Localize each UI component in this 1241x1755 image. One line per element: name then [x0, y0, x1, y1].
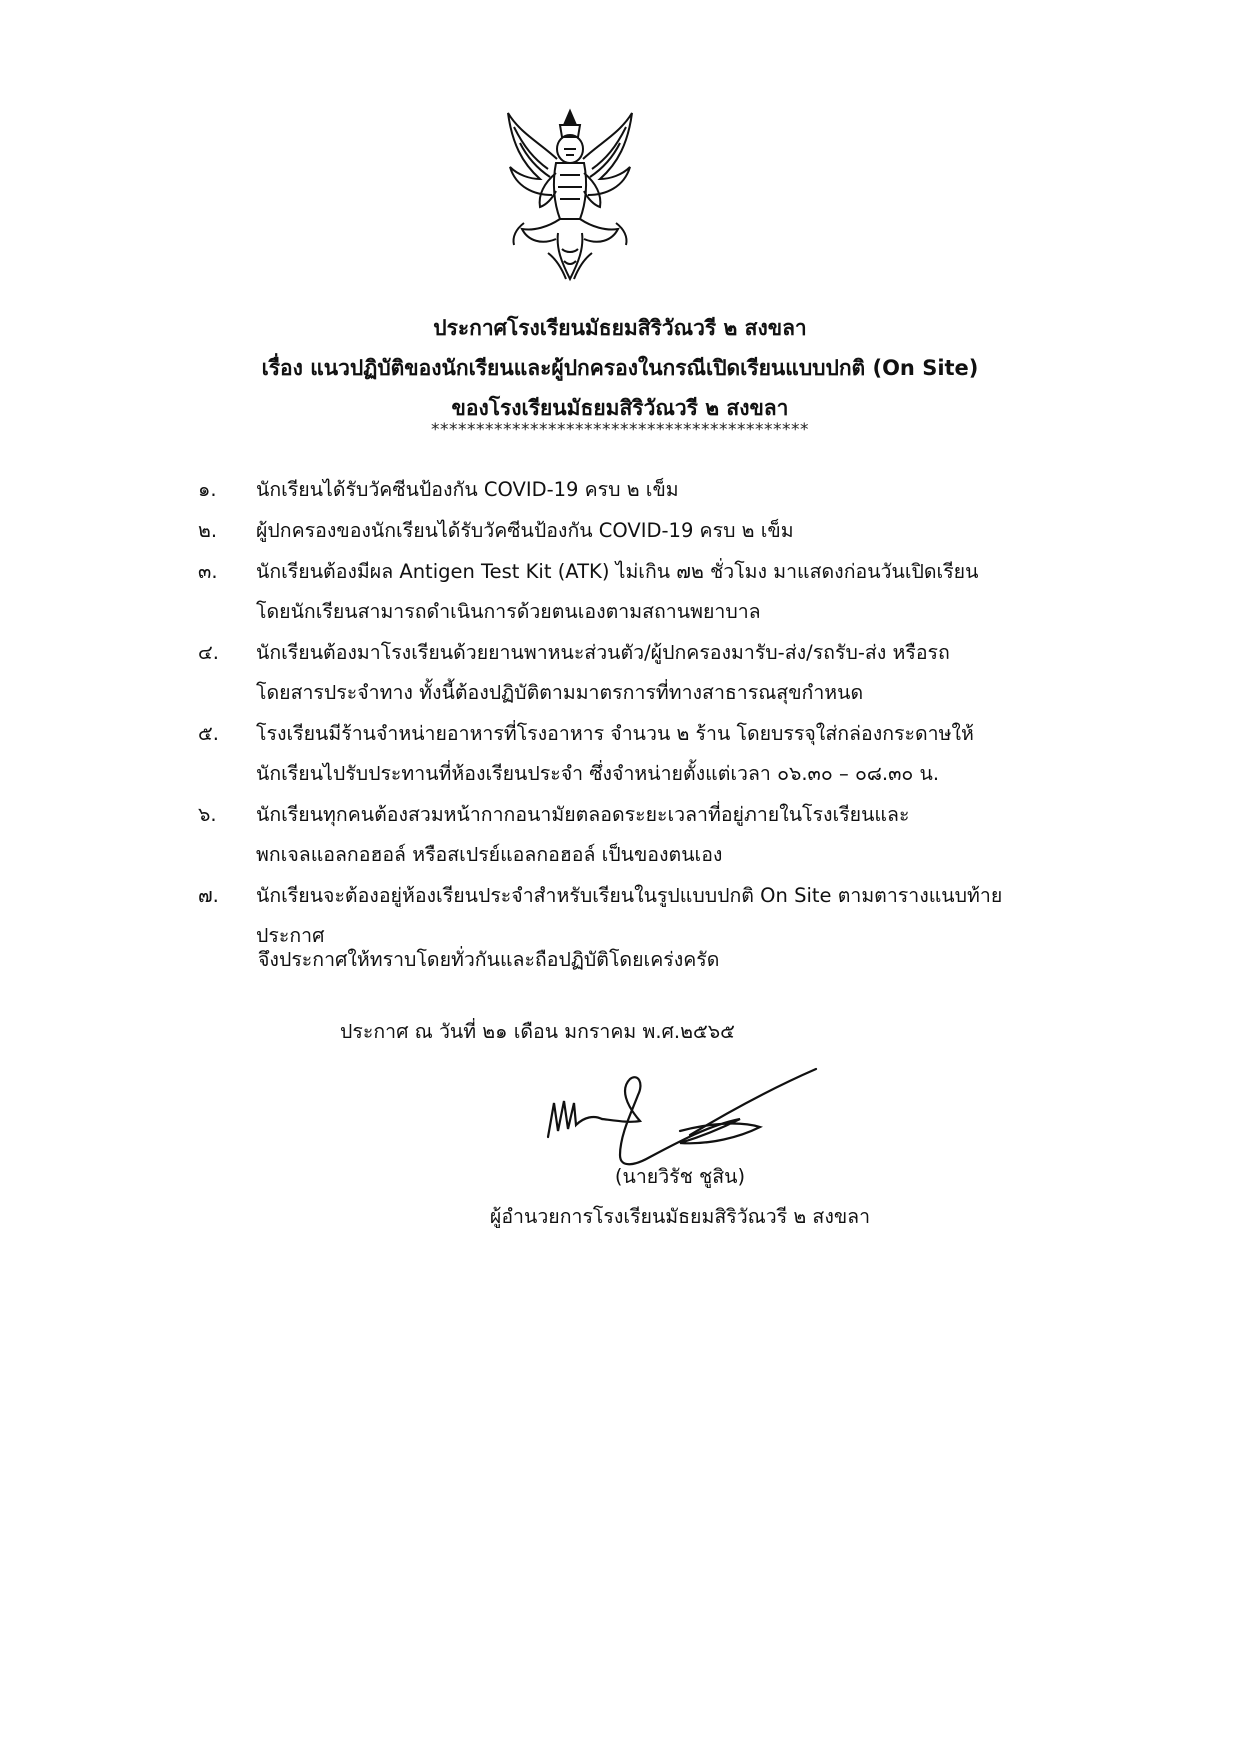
- guideline-item: [198, 795, 1068, 875]
- announcement-date: ประกาศ ณ วันที่ ๒๑ เดือน มกราคม พ.ศ.๒๕๖๕: [340, 1020, 735, 1043]
- item-number: ๔.: [198, 641, 219, 664]
- garuda-emblem-icon: [500, 103, 640, 293]
- item-number: ๖.: [198, 803, 217, 826]
- signatory-name: (นายวิรัช ชูสิน): [614, 1165, 746, 1188]
- item-number: ๗.: [198, 884, 219, 907]
- item-text-continued: ประกาศ: [256, 924, 325, 947]
- item-number: ๕.: [198, 722, 219, 745]
- item-text-continued: พกเจลแอลกอฮอล์ หรือสเปรย์แอลกอฮอล์ เป็นของตนเอง: [256, 843, 723, 866]
- item-number: ๒.: [198, 519, 218, 542]
- guideline-item: [198, 714, 1068, 794]
- item-text-continued: นักเรียนไปรับประทานที่ห้องเรียนประจำ ซึ่งจำหน่ายตั้งแต่เวลา ๐๖.๓๐ – ๐๘.๓๐ น.: [256, 762, 940, 785]
- item-text: ผู้ปกครองของนักเรียนได้รับวัคซีนป้องกัน COVID-19 ครบ ๒ เข็ม: [256, 519, 794, 542]
- item-text: โรงเรียนมีร้านจำหน่ายอาหารที่โรงอาหาร จำนวน ๒ ร้าน โดยบรรจุใส่กล่องกระดาษให้: [256, 722, 974, 745]
- item-text: นักเรียนจะต้องอยู่ห้องเรียนประจำสำหรับเรียนในรูปแบบปกติ On Site ตามตารางแนบท้าย: [256, 884, 1003, 907]
- closing-statement: จึงประกาศให้ทราบโดยทั่วกันและถือปฏิบัติโดยเคร่งครัด: [258, 948, 720, 971]
- guideline-item: [198, 511, 1068, 551]
- item-text-continued: โดยสารประจำทาง ทั้งนี้ต้องปฏิบัติตามมาตรการที่ทางสาธารณสุขกำหนด: [256, 681, 864, 704]
- signatory-title: ผู้อำนวยการโรงเรียนมัธยมสิริวัณวรี ๒ สงขลา: [489, 1205, 871, 1228]
- item-text-continued: โดยนักเรียนสามารถดำเนินการด้วยตนเองตามสถานพยาบาล: [256, 600, 761, 623]
- guideline-list: [198, 470, 1068, 957]
- item-text: นักเรียนทุกคนต้องสวมหน้ากากอนามัยตลอดระยะเวลาที่อยู่ภายในโรงเรียนและ: [256, 803, 910, 826]
- announcement-title: ประกาศโรงเรียนมัธยมสิริวัณวรี ๒ สงขลา: [433, 316, 807, 340]
- item-text: นักเรียนต้องมาโรงเรียนด้วยยานพาหนะส่วนตัว/ผู้ปกครองมารับ-ส่ง/รถรับ-ส่ง หรือรถ: [256, 641, 950, 664]
- announcement-subject: เรื่อง แนวปฏิบัติของนักเรียนและผู้ปกครองในกรณีเปิดเรียนแบบปกติ (On Site): [261, 356, 979, 380]
- item-text: นักเรียนต้องมีผล Antigen Test Kit (ATK) ไม่เกิน ๗๒ ชั่วโมง มาแสดงก่อนวันเปิดเรียน: [256, 560, 979, 583]
- item-number: ๓.: [198, 560, 218, 583]
- guideline-item: [198, 470, 1068, 510]
- guideline-item: [198, 633, 1068, 713]
- item-number: ๑.: [198, 478, 217, 501]
- separator-line: ******************************************: [431, 420, 809, 440]
- item-text: นักเรียนได้รับวัคซีนป้องกัน COVID-19 ครบ ๒ เข็ม: [256, 478, 679, 501]
- announcement-school: ของโรงเรียนมัธยมสิริวัณวรี ๒ สงขลา: [451, 396, 789, 420]
- guideline-item: [198, 552, 1068, 632]
